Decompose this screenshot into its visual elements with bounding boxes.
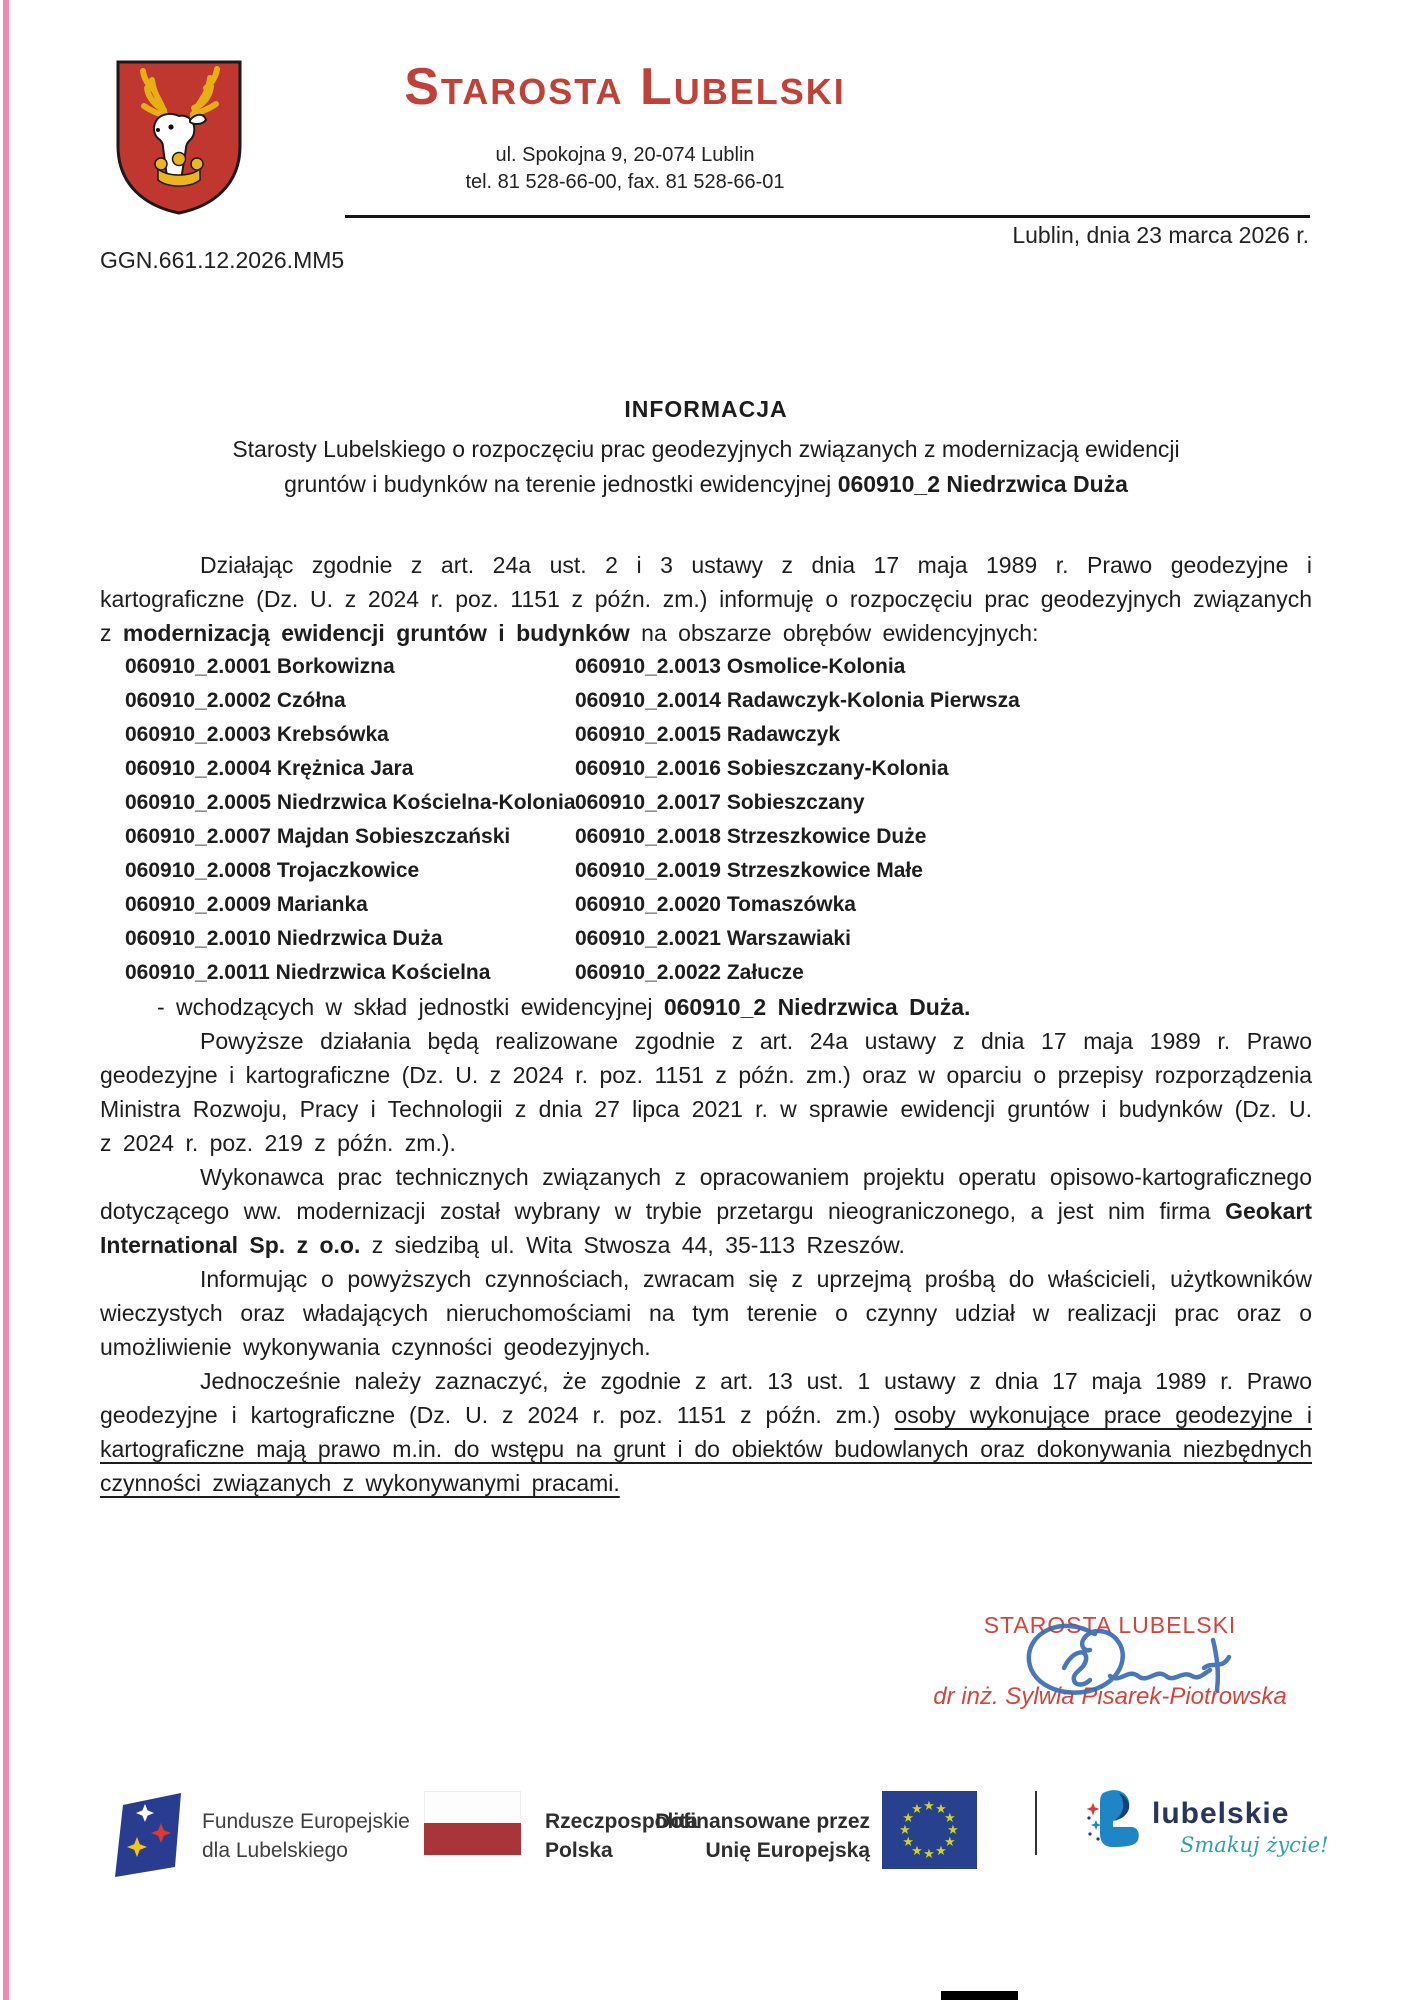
footer-divider bbox=[1035, 1791, 1037, 1855]
svg-text:★: ★ bbox=[902, 1835, 915, 1850]
date-line: Lublin, dnia 23 marca 2026 r. bbox=[1012, 222, 1309, 248]
paragraph-contractor: Wykonawca prac technicznych związanych z opracowaniem projektu operatu opisowo-kartograficznego dotyczącego ww. modernizacji został wybrany w trybie przetargu nieograniczonego, a jest nim firma Geokart International Sp. z o.o. z siedzibą ul. Wita Stwosza 44, 35-113 Rzeszów. bbox=[100, 1164, 1312, 1258]
subtitle-line-2: gruntów i budynków na terenie jednostki ewidencyjnej 060910_2 Niedrzwica Duża bbox=[284, 471, 1128, 497]
eu-funds-flag-icon bbox=[115, 1791, 187, 1881]
district-item: 060910_2.0022 Załucze bbox=[575, 961, 804, 984]
office-phone-fax: tel. 81 528-66-00, fax. 81 528-66-01 bbox=[465, 171, 785, 193]
eu-funds-label: Fundusze Europejskie dla Lubelskiego bbox=[202, 1810, 410, 1862]
signer-name: dr inż. Sylwia Pisarek-Piotrowska bbox=[933, 1683, 1287, 1710]
district-column-left bbox=[100, 650, 575, 990]
signer-role: STAROSTA LUBELSKI bbox=[983, 1612, 1237, 1638]
lubelskie-name: lubelskie bbox=[1152, 1797, 1290, 1830]
svg-text:★: ★ bbox=[923, 1847, 935, 1862]
svg-text:★: ★ bbox=[911, 1843, 923, 1859]
paragraph-legal-basis: Działając zgodnie z art. 24a ust. 2 i 3 ustawy z dnia 17 maja 1989 r. Prawo geodezyjne i kartograficzne (Dz. U. z 2024 r. poz. 1151 z późn. zm.) informuję o rozpoczęciu prac geodezyjnych związanych z modernizacją ewidencji gruntów i budynków na obszarze obrębów ewidencyjnych: bbox=[100, 552, 1312, 646]
svg-text:★: ★ bbox=[947, 1823, 959, 1838]
svg-text:★: ★ bbox=[935, 1802, 947, 1818]
lubelskie-region-logo-icon bbox=[1083, 1787, 1147, 1851]
district-item: 060910_2.0020 Tomaszówka bbox=[575, 893, 856, 916]
svg-text:★: ★ bbox=[943, 1835, 956, 1850]
letter-body bbox=[100, 392, 1312, 1500]
district-item: 060910_2.0014 Radawczyk-Kolonia Pierwsza bbox=[575, 689, 1020, 712]
district-item: 060910_2.0002 Czółna bbox=[125, 689, 346, 712]
svg-text:★: ★ bbox=[899, 1823, 911, 1838]
signature-block bbox=[900, 1612, 1320, 1711]
eu-cofunding-label: Dofinansowane przez Unię Europejską bbox=[655, 1810, 870, 1862]
paragraph-belonging: - wchodzących w skład jednostki ewidencyjnej 060910_2 Niedrzwica Duża. bbox=[157, 994, 971, 1020]
lubelskie-label bbox=[1152, 1797, 1329, 1857]
district-item: 060910_2.0005 Niedrzwica Kościelna-Kolonia bbox=[125, 791, 576, 814]
district-list bbox=[100, 650, 1312, 990]
funding-logos-footer bbox=[100, 1785, 1350, 1900]
letterhead bbox=[280, 58, 970, 196]
district-item: 060910_2.0010 Niedrzwica Duża bbox=[125, 927, 443, 950]
district-item: 060910_2.0011 Niedrzwica Kościelna bbox=[125, 961, 491, 984]
page-title: Starosta Lubelski bbox=[404, 58, 846, 116]
district-column-right bbox=[575, 650, 1312, 990]
district-item: 060910_2.0013 Osmolice-Kolonia bbox=[575, 655, 906, 678]
poland-flag-icon bbox=[424, 1791, 521, 1855]
paragraph-rights: Jednocześnie należy zaznaczyć, że zgodnie z art. 13 ust. 1 ustawy z dnia 17 maja 1989 r. Prawo geodezyjne i kartograficzne (Dz. U. z 2024 r. poz. 1151 z późn. zm.) osoby wykonujące prace geodezyjne i kartograficzne mają prawo m.in. do wstępu na grunt i do obiektów budowlanych oraz dokonywania niezbędnych czynności związanych z wykonywanymi pracami. bbox=[100, 1368, 1312, 1496]
scan-edge-artifact bbox=[3, 0, 9, 2000]
district-item: 060910_2.0019 Strzeszkowice Małe bbox=[575, 859, 923, 882]
lublin-county-coat-of-arms-icon bbox=[113, 58, 245, 216]
office-address: ul. Spokojna 9, 20-074 Lublin bbox=[495, 144, 755, 166]
district-item: 060910_2.0001 Borkowizna bbox=[125, 655, 395, 678]
district-item: 060910_2.0008 Trojaczkowice bbox=[125, 859, 420, 882]
underlined-legal-rights: osoby wykonujące prace geodezyjne i kartograficzne mają prawo m.in. do wstępu na grunt i do obiektów budowlanych oraz dokonywania niezbędnych czynności związanych z wykonywanymi pracami. bbox=[100, 1402, 1312, 1496]
svg-text:★: ★ bbox=[943, 1811, 956, 1826]
svg-text:★: ★ bbox=[935, 1843, 947, 1859]
document-heading: INFORMACJA bbox=[624, 396, 788, 422]
district-item: 060910_2.0015 Radawczyk bbox=[575, 723, 841, 746]
reference-number: GGN.661.12.2026.MM5 bbox=[100, 247, 345, 273]
header-divider bbox=[345, 215, 1310, 218]
svg-text:★: ★ bbox=[902, 1811, 915, 1826]
district-item: 060910_2.0009 Marianka bbox=[125, 893, 368, 916]
poland-label: Rzeczpospolita Polska bbox=[545, 1810, 698, 1862]
lubelskie-slogan: Smakuj życie! bbox=[1180, 1833, 1329, 1857]
district-item: 060910_2.0018 Strzeszkowice Duże bbox=[575, 825, 927, 848]
svg-text:★: ★ bbox=[911, 1802, 923, 1818]
eu-flag-icon bbox=[882, 1791, 977, 1869]
paragraph-regulations: Powyższe działania będą realizowane zgodnie z art. 24a ustawy z dnia 17 maja 1989 r. Prawo geodezyjne i kartograficzne (Dz. U. z 2024 r. poz. 1151 z późn. zm.) oraz w oparciu o przepisy rozporządzenia Ministra Rozwoju, Pracy i Technologii z dnia 27 lipca 2021 r. w sprawie ewidencji gruntów i budynków (Dz. U. z 2024 r. poz. 219 z późn. zm.). bbox=[100, 1028, 1312, 1156]
svg-text:★: ★ bbox=[923, 1799, 935, 1814]
district-item: 060910_2.0003 Krebsówka bbox=[125, 723, 389, 746]
paragraph-request: Informując o powyższych czynnościach, zwracam się z uprzejmą prośbą do właścicieli, użytkowników wieczystych oraz władających nieruchomościami na tym terenie o czynny udział w realizacji prac oraz o umożliwienie wykonywania czynności geodezyjnych. bbox=[100, 1266, 1312, 1360]
district-item: 060910_2.0007 Majdan Sobieszczański bbox=[125, 825, 511, 848]
district-item: 060910_2.0017 Sobieszczany bbox=[575, 791, 865, 814]
subtitle-line-1: Starosty Lubelskiego o rozpoczęciu prac geodezyjnych związanych z modernizacją ewidencji bbox=[232, 436, 1180, 462]
redaction-bar bbox=[941, 1991, 1018, 2000]
district-item: 060910_2.0004 Krężnica Jara bbox=[125, 757, 414, 780]
district-item: 060910_2.0021 Warszawiaki bbox=[575, 927, 851, 950]
district-item: 060910_2.0016 Sobieszczany-Kolonia bbox=[575, 757, 949, 780]
